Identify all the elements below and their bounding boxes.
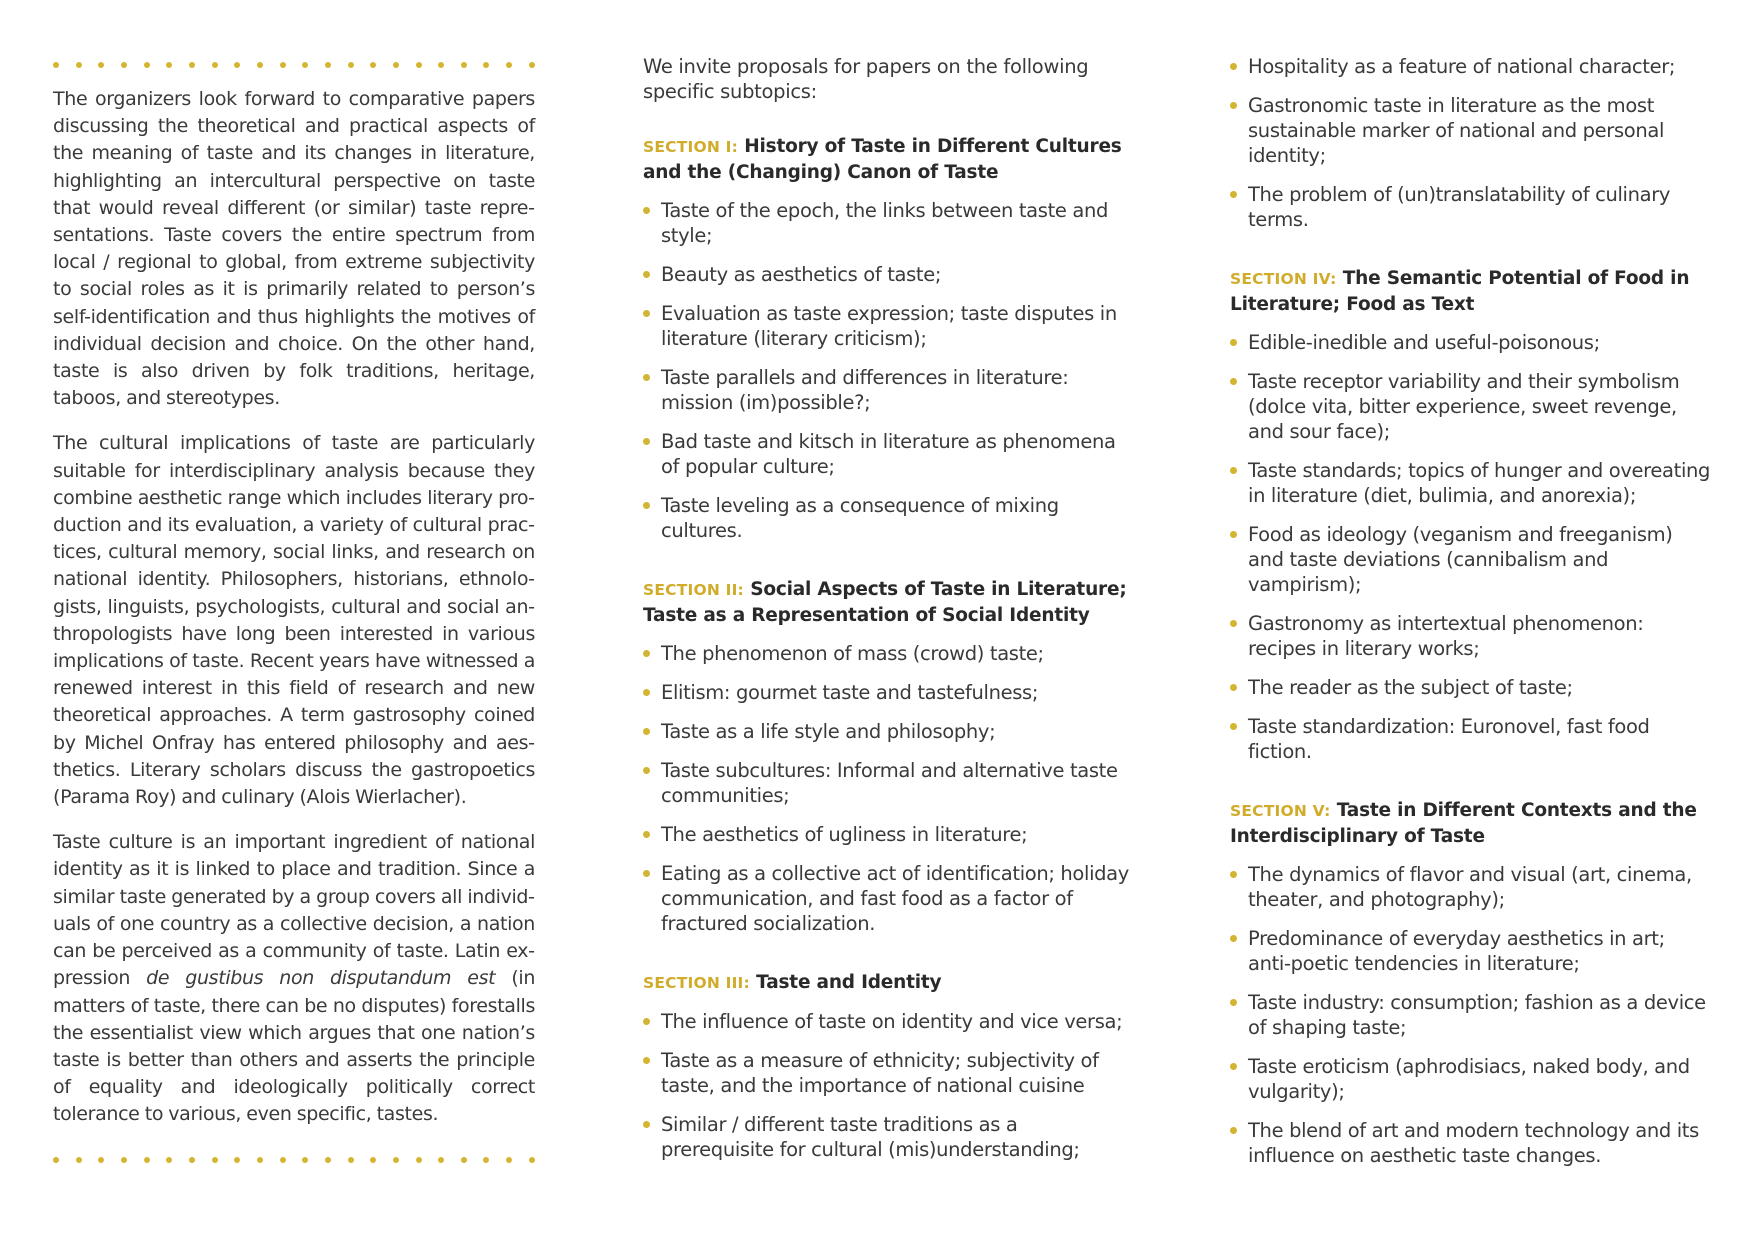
- divider-dot: [370, 62, 376, 68]
- section-item-list: [643, 198, 1133, 543]
- section-item-list: [1230, 862, 1712, 1168]
- list-item: Beauty as aesthetics of taste;: [643, 262, 1133, 287]
- left-column: [53, 86, 535, 1147]
- divider-dot: [234, 1157, 240, 1163]
- divider-dot: [98, 62, 104, 68]
- divider-dot: [189, 1157, 195, 1163]
- divider-dot: [325, 1157, 331, 1163]
- divider-dot: [144, 62, 150, 68]
- divider-dot: [98, 1157, 104, 1163]
- section-item-list: [643, 1009, 1133, 1162]
- divider-dot: [393, 1157, 399, 1163]
- list-item: Eating as a collective act of identification; holiday communication, and fast food as a factor of fractured socialization.: [643, 861, 1133, 936]
- list-item: Taste industry: consumption; fashion as a device of shaping taste;: [1230, 990, 1712, 1040]
- top-dotted-divider: [53, 62, 535, 68]
- divider-dot: [348, 62, 354, 68]
- divider-dot: [302, 1157, 308, 1163]
- divider-dot: [438, 62, 444, 68]
- list-item: Taste as a measure of ethnicity; subjectivity of taste, and the importance of national cuisine: [643, 1048, 1133, 1098]
- latin-expression: de gustibus non disputandum est: [146, 967, 496, 990]
- list-item: Taste of the epoch, the links between taste and style;: [643, 198, 1133, 248]
- divider-dot: [461, 62, 467, 68]
- list-item: Evaluation as taste expression; taste disputes in literature (literary criticism);: [643, 301, 1133, 351]
- divider-dot: [53, 62, 59, 68]
- section-5: [1230, 798, 1712, 1168]
- divider-dot: [325, 62, 331, 68]
- subtopics-intro: We invite proposals for papers on the following specific subtopics:: [643, 55, 1089, 103]
- divider-dot: [212, 1157, 218, 1163]
- list-item: Taste standards; topics of hunger and overeating in literature (diet, bulimia, and anorexia);: [1230, 458, 1712, 508]
- list-item: The influence of taste on identity and vice versa;: [643, 1009, 1133, 1034]
- divider-dot: [438, 1157, 444, 1163]
- section-3-continued: [1230, 54, 1712, 232]
- section-tag: SECTION IV:: [1230, 270, 1337, 288]
- divider-dot: [483, 1157, 489, 1163]
- list-item: Gastronomic taste in literature as the most sustainable marker of national and personal identity;: [1230, 93, 1712, 168]
- list-item: Bad taste and kitsch in literature as phenomena of popular culture;: [643, 429, 1133, 479]
- section-item-list: [643, 641, 1133, 936]
- list-item: Similar / different taste traditions as a prerequisite for cultural (mis)understanding;: [643, 1112, 1133, 1162]
- section-title: Taste in Different Contexts and the Interdisciplinary of Taste: [1230, 800, 1697, 847]
- list-item: Food as ideology (veganism and freeganism) and taste deviations (cannibalism and vampirism);: [1230, 522, 1712, 597]
- section-item-list: [1230, 330, 1712, 764]
- section-tag: SECTION I:: [643, 138, 738, 156]
- list-item: The aesthetics of ugliness in literature;: [643, 822, 1133, 847]
- divider-dot: [257, 1157, 263, 1163]
- divider-dot: [393, 62, 399, 68]
- divider-dot: [76, 62, 82, 68]
- section-tag: SECTION III:: [643, 974, 750, 992]
- divider-dot: [121, 1157, 127, 1163]
- divider-dot: [280, 1157, 286, 1163]
- divider-dot: [348, 1157, 354, 1163]
- body-paragraph: [53, 829, 535, 1128]
- divider-dot: [166, 62, 172, 68]
- list-item: Taste parallels and differences in literature: mission (im)possible?;: [643, 365, 1133, 415]
- section-4: [1230, 266, 1712, 764]
- divider-dot: [529, 1157, 535, 1163]
- section-tag: SECTION II:: [643, 581, 744, 599]
- divider-dot: [144, 1157, 150, 1163]
- list-item: Elitism: gourmet taste and tastefulness;: [643, 680, 1133, 705]
- divider-dot: [506, 62, 512, 68]
- section-2: [643, 577, 1133, 936]
- section-3: [643, 970, 1133, 1162]
- section-heading: [1230, 266, 1712, 317]
- divider-dot: [529, 62, 535, 68]
- list-item: Taste as a life style and philosophy;: [643, 719, 1133, 744]
- middle-column: [643, 54, 1133, 1176]
- list-item: The reader as the subject of taste;: [1230, 675, 1712, 700]
- section-tag: SECTION V:: [1230, 802, 1331, 820]
- list-item: The problem of (un)translatability of culinary terms.: [1230, 182, 1712, 232]
- section-heading: [1230, 798, 1712, 849]
- divider-dot: [416, 62, 422, 68]
- divider-dot: [121, 62, 127, 68]
- section-title: The Semantic Potential of Food in Literature; Food as Text: [1230, 268, 1690, 315]
- paragraph-text: Taste culture is an important ingredient of national identity as it is linked to place and tradition. Since a similar taste generated by a group covers all individuals of one country as a collective decision, a nation can be perceived as a community of taste. Latin expression: [53, 831, 535, 990]
- list-item: Taste subcultures: Informal and alternative taste communities;: [643, 758, 1133, 808]
- body-paragraph: The cultural implications of taste are particularly suitable for interdisciplinary analysis because they combine aesthetic range which includes literary production and its evaluation, a variety of cultural practices, cultural memory, social links, and research on national identity. Philosophers, historians, ethnologists, linguists, psychologists, cultural and social anthropologists have long been interested in various implications of taste. Recent years have witnessed a renewed interest in this field of research and new theoretical approaches. A term gastrosophy coined by Michel Onfray has entered philosophy and aesthetics. Literary scholars discuss the gastropoetics (Parama Roy) and culinary (Alois Wierlacher).: [53, 432, 535, 809]
- section-item-list: [1230, 54, 1712, 232]
- list-item: Taste standardization: Euronovel, fast food fiction.: [1230, 714, 1712, 764]
- divider-dot: [234, 62, 240, 68]
- section-heading: [643, 134, 1133, 185]
- list-item: Edible-inedible and useful-poisonous;: [1230, 330, 1712, 355]
- list-item: Gastronomy as intertextual phenomenon: recipes in literary works;: [1230, 611, 1712, 661]
- divider-dot: [189, 62, 195, 68]
- list-item: Taste leveling as a consequence of mixing cultures.: [643, 493, 1133, 543]
- divider-dot: [53, 1157, 59, 1163]
- divider-dot: [212, 62, 218, 68]
- divider-dot: [257, 62, 263, 68]
- list-item: The dynamics of flavor and visual (art, cinema, theater, and photography);: [1230, 862, 1712, 912]
- divider-dot: [370, 1157, 376, 1163]
- divider-dot: [461, 1157, 467, 1163]
- divider-dot: [280, 62, 286, 68]
- section-1: [643, 134, 1133, 543]
- list-item: Hospitality as a feature of national character;: [1230, 54, 1712, 79]
- divider-dot: [506, 1157, 512, 1163]
- section-title: Social Aspects of Taste in Literature; Taste as a Representation of Social Identity: [643, 579, 1127, 626]
- list-item: Taste receptor variability and their symbolism (dolce vita, bitter experience, sweet revenge, and sour face);: [1230, 369, 1712, 444]
- list-item: The blend of art and modern technology and its influence on aesthetic taste changes.: [1230, 1118, 1712, 1168]
- section-title: Taste and Identity: [756, 972, 942, 993]
- divider-dot: [416, 1157, 422, 1163]
- divider-dot: [302, 62, 308, 68]
- paragraph-text: (in matters of taste, there can be no disputes) forestalls the essentialist view which argues that one nation’s taste is better than others and asserts the principle of equality and ideologically politically correct tolerance to various, even specific, tastes.: [53, 967, 536, 1126]
- section-title: History of Taste in Different Cultures and the (Changing) Canon of Taste: [643, 136, 1122, 183]
- right-column: [1230, 54, 1712, 1182]
- list-item: Predominance of everyday aesthetics in art; anti-poetic tendencies in literature;: [1230, 926, 1712, 976]
- divider-dot: [76, 1157, 82, 1163]
- section-heading: [643, 970, 1133, 996]
- divider-dot: [483, 62, 489, 68]
- bottom-dotted-divider: [53, 1157, 535, 1163]
- divider-dot: [166, 1157, 172, 1163]
- list-item: The phenomenon of mass (crowd) taste;: [643, 641, 1133, 666]
- body-paragraph: The organizers look forward to comparative papers discussing the theoretical and practical aspects of the meaning of taste and its changes in literature, highlighting an intercultural perspective on taste that would reveal different (or similar) taste representations. Taste covers the entire spectrum from local / regional to global, from extreme subjectivity to social roles as it is primarily related to person’s self-identification and thus highlights the motives of individual decision and choice. On the other hand, taste is also driven by folk traditions, heritage, taboos, and stereotypes.: [53, 88, 535, 410]
- section-heading: [643, 577, 1133, 628]
- list-item: Taste eroticism (aphrodisiacs, naked body, and vulgarity);: [1230, 1054, 1712, 1104]
